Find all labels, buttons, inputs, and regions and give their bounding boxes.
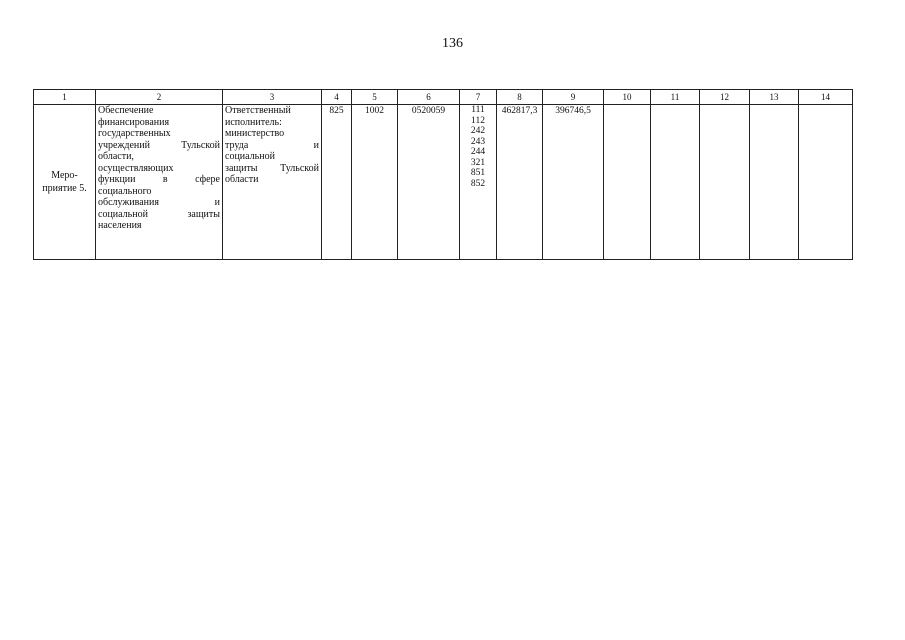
description-line: государственных — [98, 128, 171, 139]
header-cell: 3 — [223, 90, 322, 105]
description-line: населения — [98, 220, 142, 231]
header-cell: 8 — [497, 90, 543, 105]
activity-label-line: приятие 5. — [42, 183, 87, 194]
description-cell — [96, 105, 223, 260]
executor-line: исполнитель: — [225, 116, 282, 128]
executor-cell — [223, 105, 322, 260]
executor-line: защиты Тульской — [225, 162, 319, 174]
header-cell: 7 — [460, 90, 497, 105]
description-line: социальной защиты — [98, 208, 220, 220]
description-line: социального — [98, 185, 152, 197]
expense-type-code: 851 — [470, 168, 486, 178]
executor-line: труда и — [225, 139, 319, 151]
amount-col8-cell: 462817,3 — [497, 105, 543, 260]
executor-line: социальной — [225, 151, 275, 162]
expense-type-code: 112 — [471, 115, 485, 126]
empty-col14-cell — [799, 105, 853, 260]
table-row — [34, 105, 853, 260]
expense-type-code: 852 — [470, 178, 486, 189]
activity-label-line: Меро- — [51, 170, 78, 181]
ministry-code-cell: 825 — [322, 105, 352, 260]
activity-cell — [34, 105, 96, 260]
section-code-cell: 1002 — [352, 105, 398, 260]
expense-type-code: 242 — [470, 126, 486, 136]
header-cell: 6 — [398, 90, 460, 105]
header-cell: 10 — [604, 90, 651, 105]
expense-type-code: 321 — [470, 157, 486, 168]
header-cell: 5 — [352, 90, 398, 105]
expense-type-code: 244 — [470, 147, 486, 157]
empty-col10-cell — [604, 105, 651, 260]
header-cell: 2 — [96, 90, 223, 105]
expense-type-codes-cell — [460, 105, 497, 260]
executor-line: области — [225, 174, 259, 185]
empty-col13-cell — [750, 105, 799, 260]
header-cell: 4 — [322, 90, 352, 105]
expense-type-code: 243 — [470, 136, 486, 147]
header-cell: 12 — [700, 90, 750, 105]
description-line: функции в сфере — [98, 174, 220, 185]
page-number: 136 — [442, 36, 463, 51]
header-cell: 14 — [799, 90, 853, 105]
empty-col12-cell — [700, 105, 750, 260]
header-cell: 1 — [34, 90, 96, 105]
executor-line: Ответственный — [225, 105, 291, 116]
header-cell: 11 — [651, 90, 700, 105]
amount-col9-cell: 396746,5 — [543, 105, 604, 260]
table-header-row — [34, 90, 853, 105]
description-line: Обеспечение — [98, 105, 154, 116]
description-line: осуществляющих — [98, 162, 174, 174]
description-line: обслуживания и — [98, 197, 220, 208]
header-cell: 9 — [543, 90, 604, 105]
empty-col11-cell — [651, 105, 700, 260]
target-article-cell: 0520059 — [398, 105, 460, 260]
description-line: финансирования — [98, 116, 170, 128]
description-line: области, — [98, 151, 134, 162]
executor-line: министерство — [225, 128, 285, 139]
budget-table — [33, 89, 853, 260]
expense-type-code: 111 — [471, 105, 485, 115]
header-cell: 13 — [750, 90, 799, 105]
description-line: учреждений Тульской — [98, 139, 220, 151]
